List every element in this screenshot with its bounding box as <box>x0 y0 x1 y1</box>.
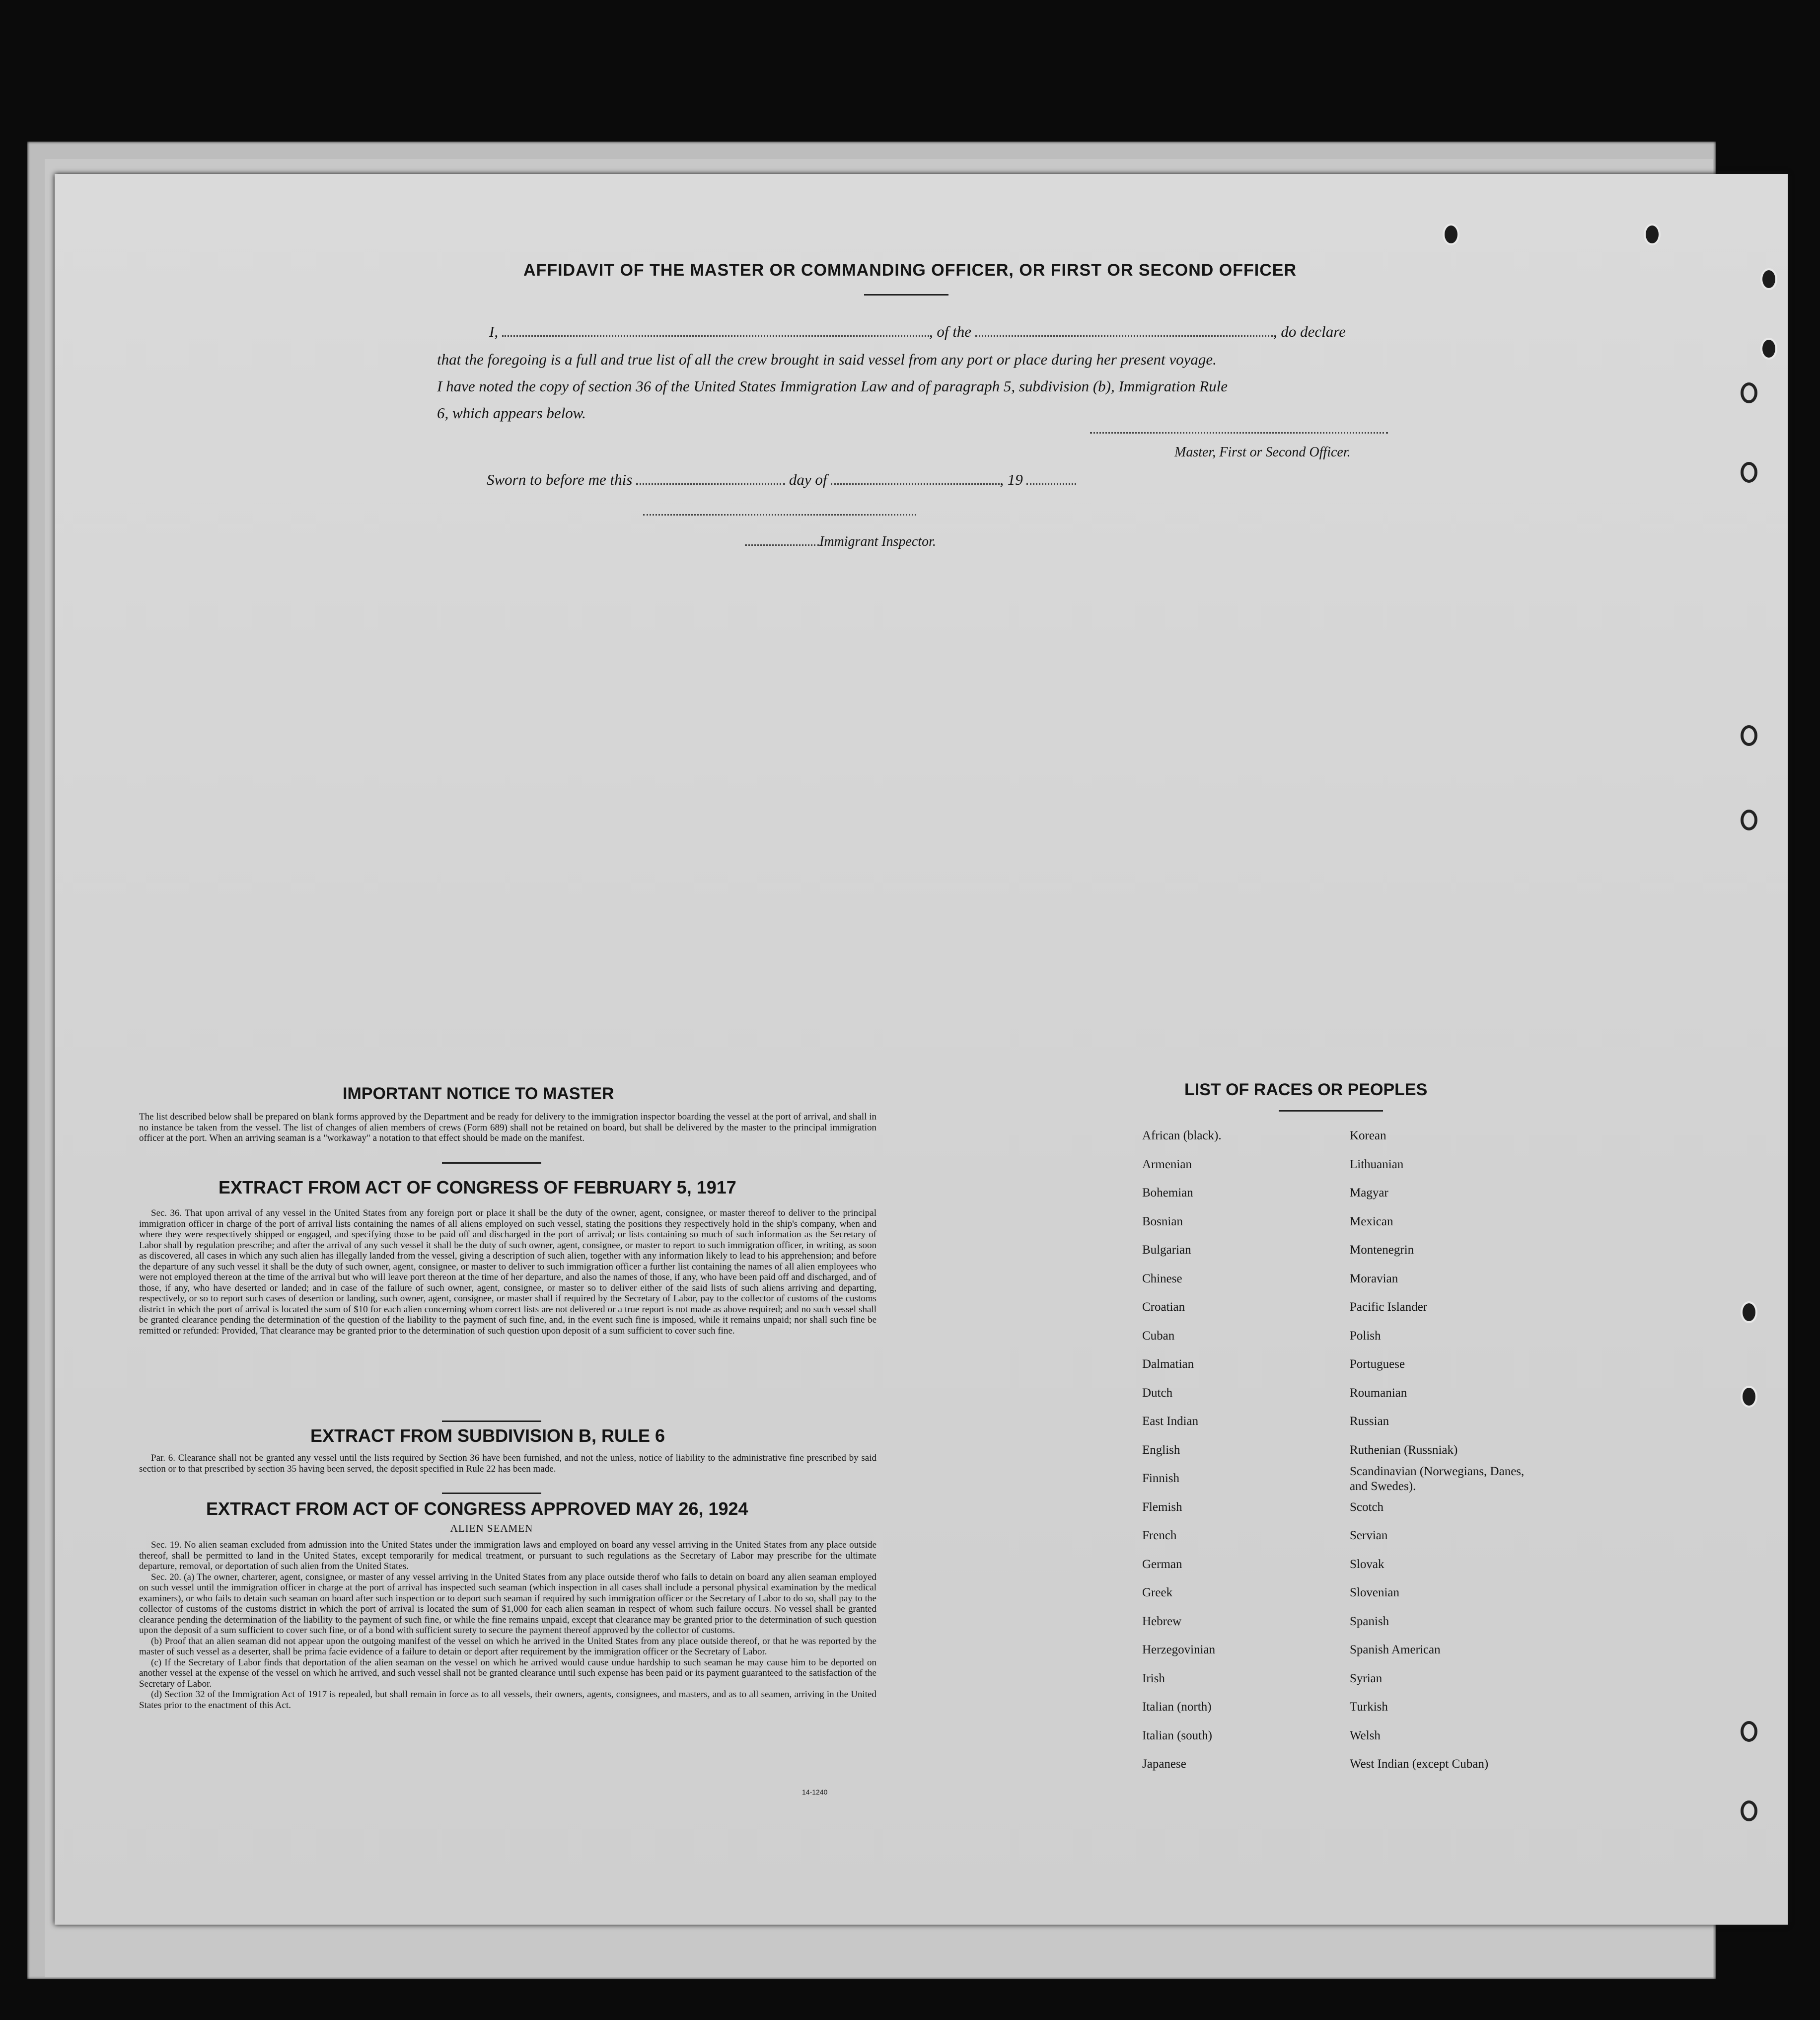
race-item: Montenegrin <box>1350 1243 1414 1257</box>
binder-hole-icon <box>1644 224 1661 245</box>
races-right-column <box>1350 1122 1529 1779</box>
race-item: Bulgarian <box>1142 1243 1191 1257</box>
race-item: Portuguese <box>1350 1357 1405 1371</box>
race-item: Croatian <box>1142 1300 1185 1314</box>
race-item: Greek <box>1142 1586 1173 1599</box>
affidavit-line-2: that the foregoing is a full and true list of all the crew brought in said vessel from any port or place during her present voyage. <box>437 351 1217 368</box>
title-underline <box>864 294 948 296</box>
binder-hole-icon <box>1741 1800 1757 1821</box>
par-6-paragraph: Par. 6. Clearance shall not be granted any vessel until the lists required by Section 36 have been furnished, and not the unless, notice of liability to the administrative fine prescribed by said section or to that prescribed by section 35 having been served, the deposit specified in Rule 22 has been made. <box>139 1453 876 1474</box>
race-item: Scandinavian (Norwegians, Danes, and Swedes). <box>1350 1465 1525 1493</box>
sworn-line <box>487 471 1076 489</box>
affidavit-line-1 <box>489 323 1346 341</box>
binder-hole-icon <box>1741 810 1757 830</box>
race-item: East Indian <box>1142 1415 1199 1428</box>
affidavit-line-4: 6, which appears below. <box>437 404 586 422</box>
extract-1917-title: EXTRACT FROM ACT OF CONGRESS OF FEBRUARY 5, 1917 <box>218 1177 736 1197</box>
notice-text: The list described below shall be prepared on blank forms approved by the Department and be ready for delivery to the immigration inspector boarding the vessel at the port of arrival, and shall in no instance be taken from the vessel. The list of changes of alien members of crews (Form 689) shall not be retained on board, but shall be delivered by the master to the principal immigration officer at the port. When an arriving seaman is a "workaway" a notation to that effect should be made on the manifest. <box>139 1112 876 1143</box>
binder-hole-icon <box>1741 382 1757 403</box>
affidavit-line-3: I have noted the copy of section 36 of the United States Immigration Law and of paragraph 5, subdivision (b), Immigration Rule <box>437 377 1228 395</box>
race-item: Welsh <box>1350 1728 1381 1742</box>
race-item: Lithuanian <box>1350 1157 1404 1171</box>
race-item: Slovenian <box>1350 1586 1399 1599</box>
race-item: Cuban <box>1142 1329 1175 1343</box>
race-item: English <box>1142 1443 1180 1457</box>
race-item: Bohemian <box>1142 1186 1193 1199</box>
race-item: Dalmatian <box>1142 1357 1194 1371</box>
binder-hole-icon <box>1741 1721 1757 1742</box>
vessel-name-field[interactable] <box>975 335 1273 337</box>
race-item: Korean <box>1350 1129 1386 1142</box>
of-the-label: , of the <box>929 323 972 340</box>
race-item: Russian <box>1350 1415 1389 1428</box>
race-item: Italian (south) <box>1142 1728 1212 1742</box>
race-item: Pacific Islander <box>1350 1300 1428 1314</box>
form-number: 14-1240 <box>802 1788 828 1796</box>
binder-hole-icon <box>1741 1386 1757 1408</box>
sec-20a-paragraph: Sec. 20. (a) The owner, charterer, agent, consignee, or master of any vessel arriving in the United States from any place outside therof who fails to detain on board any alien seaman employed on such vessel until the immigration officer in charge at the port of arrival has inspected such seaman (which inspection in all cases shall include a personal physical examination by the medical examiners), or who fails to detain such seaman on board after such inspection or to deport such seaman if required by such immigration officer or the Secretary of Labor to do so, shall pay to the collector of customs of the customs district in which the port of arrival is located the sum of $1,000 for each alien seaman in respect of whom such failure occurs. No vessel shall be granted clearance pending the determination of the liability to the payment of such fine, or while the fine remains unpaid, except that clearance may be granted prior to the determination of such question upon the deposit of a sum sufficient to cover such fine, or of a bond with sufficient surety to secure the payment thereof approved by the collector of customs. <box>139 1571 876 1636</box>
race-item: Spanish <box>1350 1614 1389 1628</box>
sec-19-paragraph: Sec. 19. No alien seaman excluded from admission into the United States under the immigration laws and employed on board any vessel arriving in the United States from any place outside thereof, shall be permitted to land in the United States, except temporarily for medical treatment, or pursuant to such regulations as the Secretary of Labor may prescribe for the ultimate departure, removal, or deportation of such alien from the United States. <box>139 1540 876 1571</box>
extract-1924-title: EXTRACT FROM ACT OF CONGRESS APPROVED MAY 26, 1924 <box>206 1498 748 1519</box>
race-item: Japanese <box>1142 1757 1186 1771</box>
race-item: Polish <box>1350 1329 1381 1343</box>
race-item: German <box>1142 1557 1182 1571</box>
race-item: Servian <box>1350 1529 1388 1542</box>
races-underline <box>1279 1110 1383 1112</box>
sec-20c-paragraph: (c) If the Secretary of Labor finds that deportation of the alien seaman on the vessel on which he arrived would cause undue hardship to such seaman he may cause him to be deported on another vessel at the expense of the vessel on which he arrived, and such vessel shall not be granted clearance until such expense has been paid or its payment guaranteed to the satisfaction of the Secretary of Labor. <box>139 1657 876 1689</box>
sec-20d-paragraph: (d) Section 32 of the Immigration Act of 1917 is repealed, but shall remain in force as to all vessels, their owners, agents, consignees, and masters, and as to all seamen, arriving in the United States prior to the enactment of this Act. <box>139 1689 876 1711</box>
binder-hole-icon <box>1741 1301 1757 1323</box>
race-item: French <box>1142 1529 1177 1542</box>
inspector-label: Immigrant Inspector. <box>819 534 936 549</box>
inspector-signature-field[interactable] <box>643 514 916 516</box>
extract-1917-text <box>139 1208 876 1336</box>
affidavit-title: AFFIDAVIT OF THE MASTER OR COMMANDING OFFICER, OR FIRST OR SECOND OFFICER <box>523 261 1297 280</box>
race-item: Flemish <box>1142 1500 1182 1514</box>
race-item: West Indian (except Cuban) <box>1350 1757 1489 1771</box>
race-item: African (black). <box>1142 1129 1222 1142</box>
binder-hole-icon <box>1760 338 1777 360</box>
binder-hole-icon <box>1443 224 1459 245</box>
extract-1924-text <box>139 1540 876 1711</box>
race-item: Ruthenian (Russniak) <box>1350 1443 1458 1457</box>
sworn-day-field[interactable] <box>636 483 785 485</box>
sworn-month-field[interactable] <box>831 483 1000 485</box>
notice-divider <box>442 1162 541 1164</box>
sworn-year-field[interactable] <box>1026 483 1076 485</box>
inspector-dots <box>745 544 819 546</box>
sec-36-paragraph: Sec. 36. That upon arrival of any vessel in the United States from any foreign port or place it shall be the duty of the owner, agent, consignee, or master thereof to deliver to the principal immigration officer in charge of the port of arrival lists containing the names of all aliens employed on such vessel, stating the positions they respectively hold in the ship's company, when and where they were respectively shipped or engaged, and specifying those to be paid off and discharged in the port of arrival; or lists containing so much of such information as the Secretary of Labor shall by regulation prescribe; and after the arrival of any such vessel it shall be the duty of such owner, agent, consignee, or master to report to such immigration officer, in writing, as soon as discovered, all cases in which any such alien has illegally landed from the vessel, giving a description of such alien, together with any information likely to lead to his apprehension; and before the departure of any such vessel it shall be the duty of such owner, agent, consignee, or master to deliver to such immigration officer a further list containing the names of all alien employees who were not employed thereon at the time of the arrival but who will leave port thereon at the time of her departure, and also the names of those, if any, who have been paid off and discharged, and of those, if any, who have deserted or landed; and in case of the failure of such owner, agent, consignee, or master so to deliver either of the said lists of such aliens arriving and departing, respectively, or so to report such cases of desertion or landing, such owner, agent, consignee, or master shall if required by the Secretary of Labor, pay to the collector of customs of the customs district in which the port of arrival is located the sum of $10 for each alien concerning whom correct lists are not delivered or a true report is not made as above required; and no such vessel shall be granted clearance pending the determination of the question of the liability to the payment of such fine, and, in the event such fine is imposed, while it remains unpaid; nor shall such fine be remitted or refunded: Provided, That clearance may be granted prior to the determination of such question upon deposit of a sum sufficient to cover such fine. <box>139 1208 876 1336</box>
binder-hole-icon <box>1741 462 1757 483</box>
sworn-label: Sworn to before me this <box>487 471 633 488</box>
race-item: Slovak <box>1350 1557 1384 1571</box>
race-item: Bosnian <box>1142 1214 1183 1228</box>
race-item: Chinese <box>1142 1272 1182 1285</box>
extract-1917-divider <box>442 1421 541 1422</box>
rule6-divider <box>442 1493 541 1494</box>
sec-20b-paragraph: (b) Proof that an alien seaman did not appear upon the outgoing manifest of the vessel on which he arrived in the United States from any place outside thereof, or that he was reported by the master of such vessel as a deserter, shall be prima facie evidence of a failure to detain or deport after requirement by the immigration officer or the Secretary of Labor. <box>139 1636 876 1657</box>
race-item: Scotch <box>1350 1500 1384 1514</box>
binder-hole-icon <box>1741 725 1757 746</box>
race-item: Irish <box>1142 1671 1165 1685</box>
declare-label: , do declare <box>1273 323 1346 340</box>
races-title: LIST OF RACES OR PEOPLES <box>1184 1080 1428 1099</box>
race-item: Mexican <box>1350 1214 1393 1228</box>
race-item: Dutch <box>1142 1386 1173 1400</box>
race-item: Herzegovinian <box>1142 1643 1216 1656</box>
master-signature-label: Master, First or Second Officer. <box>1174 445 1351 460</box>
rule6-title: EXTRACT FROM SUBDIVISION B, RULE 6 <box>310 1425 665 1446</box>
notice-title: IMPORTANT NOTICE TO MASTER <box>343 1084 614 1103</box>
races-left-column <box>1142 1122 1222 1779</box>
race-item: Hebrew <box>1142 1614 1182 1628</box>
race-item: Italian (north) <box>1142 1700 1212 1714</box>
inspector-line <box>745 534 936 550</box>
race-item: Magyar <box>1350 1186 1388 1199</box>
master-signature-field[interactable] <box>1090 432 1388 434</box>
alien-seamen-subtitle: ALIEN SEAMEN <box>450 1522 533 1534</box>
race-item: Syrian <box>1350 1671 1383 1685</box>
race-item: Armenian <box>1142 1157 1192 1171</box>
race-item: Moravian <box>1350 1272 1398 1285</box>
rule6-text <box>139 1453 876 1474</box>
officer-name-field[interactable] <box>502 335 929 337</box>
race-item: Finnish <box>1142 1472 1180 1485</box>
race-item: Roumanian <box>1350 1386 1407 1400</box>
day-of-label: day of <box>789 471 827 488</box>
race-item: Spanish American <box>1350 1643 1441 1656</box>
i-label: I, <box>489 323 499 340</box>
race-item: Turkish <box>1350 1700 1388 1714</box>
year-label: , 19 <box>1000 471 1023 488</box>
